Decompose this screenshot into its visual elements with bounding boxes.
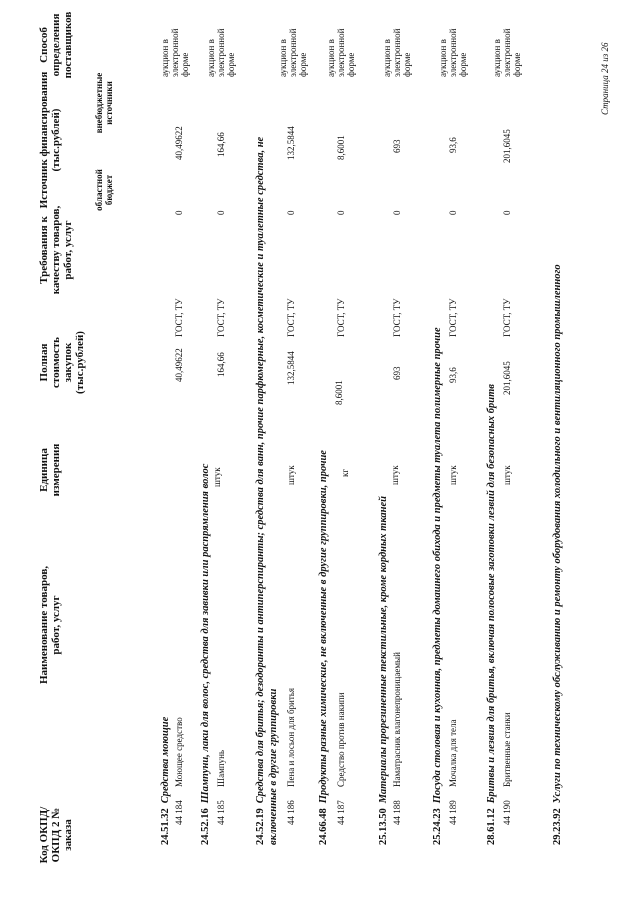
item-extra-budget: 164,66 — [216, 132, 226, 157]
item-total-cost: 93,6 — [448, 367, 458, 383]
category-title — [254, 125, 280, 845]
item-requirements: ГОСТ, ТУ — [392, 298, 402, 337]
item-method: аукцион в электронной форме — [160, 28, 190, 77]
item-requirements: ГОСТ, ТУ — [286, 298, 296, 337]
category-name: Шампуни, лаки для волос, средства для завивки или распрямления волос — [200, 463, 211, 804]
header-total-cost: Полная стоимость закупок (тыс.рублей) — [38, 331, 86, 394]
order-number: 44 190 — [502, 800, 512, 825]
item-method: аукцион в электронной форме — [382, 28, 412, 77]
category-code: 25.13.50 — [378, 808, 389, 845]
category-title — [200, 464, 211, 845]
order-number: 44 187 — [336, 800, 346, 825]
item-total-cost: 40,49622 — [174, 348, 184, 382]
item-method: аукцион в электронной форме — [492, 28, 522, 77]
item-unit: штук — [286, 465, 296, 485]
category-name: Посуда столовая и кухонная, предметы домашнего обихода и предметы туалета полимерные прочие — [432, 327, 443, 804]
item-requirements: ГОСТ, ТУ — [216, 298, 226, 337]
item-regional-budget: 0 — [448, 210, 458, 215]
header-requirements: Требования к качеству товаров, работ, услуг — [38, 205, 74, 295]
header-funding-source: Источник финансирования (тыс.рублей) — [38, 71, 62, 209]
item-name: Наматрасник влагонепроницаемый — [392, 652, 402, 787]
item-unit: штук — [390, 465, 400, 485]
item-total-cost: 201,6045 — [502, 361, 512, 395]
item-method: аукцион в электронной форме — [206, 28, 236, 77]
order-number: 44 188 — [392, 800, 402, 825]
category-name: Бритвы и лезвия для бритья, включая полосовые заготовки лезвий для безопасных бритв — [486, 384, 497, 804]
order-number: 44 185 — [216, 800, 226, 825]
item-extra-budget: 40,49622 — [174, 126, 184, 160]
item-name: Пена и лосьон для бритья — [286, 687, 296, 787]
order-number: 44 184 — [174, 800, 184, 825]
item-total-cost: 8,6001 — [334, 380, 344, 405]
item-name: Средство против накипи — [336, 692, 346, 787]
page-footer: Страница 24 из 26 — [600, 42, 610, 115]
header-code: Код ОКПД/ ОКПД 2 № заказа — [38, 806, 74, 864]
item-requirements: ГОСТ, ТУ — [336, 298, 346, 337]
category-code: 28.61.12 — [486, 808, 497, 845]
category-name: Средства моющие — [160, 716, 171, 804]
item-unit: кг — [340, 468, 350, 477]
category-code: 24.52.16 — [200, 808, 211, 845]
item-regional-budget: 0 — [502, 210, 512, 215]
item-name: Бритвенные станки — [502, 712, 512, 787]
item-extra-budget: 132,5844 — [286, 126, 296, 160]
item-unit: штук — [448, 465, 458, 485]
item-method: аукцион в электронной форме — [438, 28, 468, 77]
category-code: 24.51.32 — [160, 808, 171, 845]
item-unit: штук — [502, 465, 512, 485]
item-requirements: ГОСТ, ТУ — [448, 298, 458, 337]
item-regional-budget: 0 — [392, 210, 402, 215]
category-name: Материалы прорезиненные текстильные, кроме кордных тканей — [378, 496, 389, 804]
category-code: 29.23.92 — [552, 808, 563, 845]
category-code: 24.66.48 — [318, 808, 329, 845]
item-method: аукцион в электронной форме — [326, 28, 356, 77]
category-title — [160, 717, 171, 845]
header-method: Способ определения поставщиков — [38, 11, 74, 79]
order-number: 44 186 — [286, 800, 296, 825]
item-name: Моющее средство — [174, 717, 184, 787]
item-regional-budget: 0 — [336, 210, 346, 215]
item-extra-budget: 93,6 — [448, 137, 458, 153]
category-code: 25.24.23 — [432, 808, 443, 845]
category-code: 24.52.19 — [255, 808, 266, 845]
header-regional-budget: областной бюджет — [94, 169, 114, 211]
item-extra-budget: 693 — [392, 139, 402, 153]
item-extra-budget: 201,6045 — [502, 129, 512, 163]
item-name: Мочалка для тела — [448, 719, 458, 787]
item-extra-budget: 8,6001 — [336, 135, 346, 160]
header-extra-budget: внебюджетные источники — [94, 72, 114, 134]
item-requirements: ГОСТ, ТУ — [502, 298, 512, 337]
item-total-cost: 693 — [392, 366, 402, 380]
category-title — [432, 327, 443, 845]
item-regional-budget: 0 — [216, 210, 226, 215]
header-unit: Единица измерения — [38, 443, 62, 497]
item-total-cost: 164,66 — [216, 352, 226, 377]
item-name: Шампунь — [216, 749, 226, 787]
item-requirements: ГОСТ, ТУ — [174, 298, 184, 337]
category-name: Средства для бритья; дезодоранты и антиперспиранты; средства для ванн, прочие парфюмерные, косметические и туалетные средства, не включенные в другие группировки — [255, 136, 279, 845]
item-regional-budget: 0 — [286, 210, 296, 215]
item-unit: штук — [212, 467, 222, 487]
order-number: 44 189 — [448, 800, 458, 825]
category-title — [486, 384, 497, 845]
header-name: Наименование товаров, работ, услуг — [38, 565, 62, 685]
category-title — [378, 496, 389, 845]
category-title — [318, 450, 329, 845]
item-method: аукцион в электронной форме — [278, 28, 308, 77]
category-name: Продукты разные химические, не включенные в другие группировки, прочие — [318, 450, 329, 804]
category-title — [552, 264, 563, 845]
category-name: Услуги по техническому обслуживанию и ремонту оборудования холодильного и вентиляционного промышленного — [552, 264, 563, 804]
item-regional-budget: 0 — [174, 210, 184, 215]
item-total-cost: 132,5844 — [286, 351, 296, 385]
